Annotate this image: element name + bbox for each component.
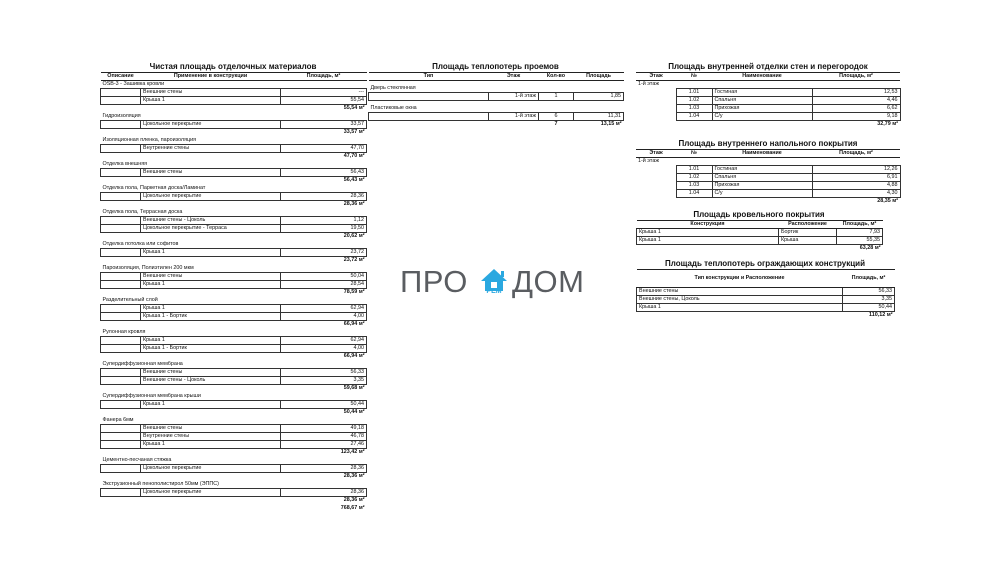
- roof-table: [636, 220, 883, 253]
- table-row: [636, 89, 900, 97]
- logo-left-word: ПРО: [400, 264, 468, 299]
- room-area: 4,46: [812, 97, 900, 105]
- room-name: Прихожая: [712, 105, 812, 113]
- opening-floor: 1-й этаж: [489, 113, 539, 121]
- table-row: [369, 93, 624, 101]
- material-total: 123,42 м²: [340, 449, 365, 456]
- opening-count: 1: [539, 93, 574, 101]
- openings-header-row: [369, 73, 624, 81]
- material-application: Внешние стены: [141, 89, 281, 97]
- list-item: [101, 393, 367, 401]
- material-area: 49,18: [281, 425, 367, 433]
- list-item: [101, 417, 367, 425]
- list-item: [101, 161, 367, 169]
- walls-header-row: [636, 73, 900, 81]
- floorcover-panel: [636, 139, 900, 206]
- room-name: Спальня: [712, 174, 812, 182]
- openings-header-floor: Этаж: [489, 73, 539, 81]
- material-area: 47,70: [281, 145, 367, 153]
- room-area: 6,91: [812, 174, 900, 182]
- materials-panel: [100, 62, 366, 513]
- roof-construction: Крыша 1: [637, 229, 779, 237]
- material-group-name: Фанера 6мм: [102, 416, 134, 423]
- material-total: 20,62 м²: [343, 233, 365, 240]
- walls-header-number: №: [676, 73, 712, 81]
- walls-total-row: [636, 121, 900, 129]
- table-row: [101, 281, 367, 289]
- material-group-name: Отделка пола, Паркетная доска/Ламинат: [102, 184, 206, 191]
- materials-body: [101, 81, 367, 513]
- material-total-row: [101, 105, 367, 113]
- material-application: Цокольное перекрытие: [141, 193, 281, 201]
- list-item: [101, 209, 367, 217]
- materials-table: [100, 72, 367, 513]
- floor-row: [636, 81, 900, 89]
- material-total: 66,94 м²: [343, 353, 365, 360]
- room-area: 4,88: [812, 182, 900, 190]
- floorcover-header-floor: Этаж: [636, 150, 676, 158]
- table-row: [637, 288, 895, 296]
- enclosing-type: Внешние стены: [637, 288, 843, 296]
- room-area: 9,18: [812, 113, 900, 121]
- enclosing-header-row: [637, 270, 895, 288]
- material-area: 27,46: [281, 441, 367, 449]
- roof-header-row: [637, 221, 883, 229]
- material-application: Цокольное перекрытие: [141, 121, 281, 129]
- room-name: Спальня: [712, 97, 812, 105]
- room-name: Гостиная: [712, 89, 812, 97]
- opening-area: 11,31: [574, 113, 624, 121]
- material-area: ---: [281, 89, 367, 97]
- material-application: Крыша 1: [141, 337, 281, 345]
- roof-location: Бортик: [779, 229, 837, 237]
- material-total: 50,44 м²: [343, 409, 365, 416]
- walls-title: Площадь внутренней отделки стен и перегородок: [668, 62, 868, 71]
- list-item: [101, 329, 367, 337]
- openings-table: [368, 72, 624, 129]
- material-area: 28,36: [281, 193, 367, 201]
- table-row: [101, 217, 367, 225]
- walls-header-name: Наименование: [712, 73, 812, 81]
- material-total: 59,68 м²: [343, 385, 365, 392]
- roof-header-location: Расположение: [779, 221, 837, 229]
- logo-sub: РЕМ: [486, 288, 502, 295]
- material-application: Крыша 1 - Бортик: [141, 345, 281, 353]
- materials-header-application: Применение в конструкции: [141, 73, 281, 81]
- table-row: [101, 369, 367, 377]
- table-row: [101, 433, 367, 441]
- list-item: [101, 481, 367, 489]
- material-application: Внешние стены - Цоколь: [141, 377, 281, 385]
- material-group-name: Супердиффузионная мембрана: [102, 360, 183, 367]
- table-row: [101, 305, 367, 313]
- list-item: [369, 85, 624, 93]
- room-area: 12,26: [812, 166, 900, 174]
- material-application: Крыша 1: [141, 249, 281, 257]
- material-area: 28,36: [281, 465, 367, 473]
- roof-title: Площадь кровельного покрытия: [693, 210, 825, 219]
- list-item: [101, 457, 367, 465]
- table-row: [636, 113, 900, 121]
- table-row: [101, 249, 367, 257]
- table-row: [101, 337, 367, 345]
- material-application: Внутренние стены: [141, 433, 281, 441]
- materials-grand-total: 768,67 м²: [340, 505, 365, 511]
- table-row: [636, 174, 900, 182]
- material-area: 23,72: [281, 249, 367, 257]
- material-total: 66,94 м²: [343, 321, 365, 328]
- room-number: 1.04: [676, 190, 712, 198]
- material-application: Крыша 1: [141, 305, 281, 313]
- openings-total-area: 13,15 м²: [600, 121, 622, 128]
- material-group-name: Отделка потолка или софитов: [102, 240, 179, 247]
- material-total-row: [101, 385, 367, 393]
- list-item: [101, 137, 367, 145]
- roof-construction: Крыша 1: [637, 237, 779, 245]
- openings-panel: [368, 62, 623, 129]
- material-area: 1,12: [281, 217, 367, 225]
- opening-floor: 1-й этаж: [489, 93, 539, 101]
- material-application: Крыша 1: [141, 401, 281, 409]
- materials-header-row: [101, 73, 367, 81]
- floorcover-title: Площадь внутреннего напольного покрытия: [678, 139, 858, 148]
- material-total-row: [101, 129, 367, 137]
- floor-label: 1-й этаж: [638, 158, 659, 164]
- material-application: Внешние стены - Цоколь: [141, 217, 281, 225]
- material-total-row: [101, 409, 367, 417]
- floorcover-header-number: №: [676, 150, 712, 158]
- material-group-name: Отделка внешняя: [102, 160, 148, 167]
- table-row: [101, 169, 367, 177]
- material-area: 4,00: [281, 345, 367, 353]
- room-number: 1.03: [676, 182, 712, 190]
- enclosing-body: [637, 288, 895, 320]
- material-area: 62,94: [281, 337, 367, 345]
- roof-total: 63,28 м²: [859, 245, 881, 252]
- room-number: 1.02: [676, 174, 712, 182]
- openings-header-area: Площадь: [574, 73, 624, 81]
- material-total-row: [101, 321, 367, 329]
- roof-header-construction: Конструкция: [637, 221, 779, 229]
- table-row: [369, 113, 624, 121]
- material-application: Крыша 1: [141, 441, 281, 449]
- opening-group-name: Дверь стеклянная: [370, 84, 416, 91]
- room-name: Прихожая: [712, 182, 812, 190]
- table-row: [101, 121, 367, 129]
- list-item: [101, 185, 367, 193]
- enclosing-header-type: Тип конструкции и Расположение: [637, 270, 843, 288]
- list-item: [101, 361, 367, 369]
- material-group-name: Изоляционная пленка, пароизоляция: [102, 136, 197, 143]
- table-row: [636, 105, 900, 113]
- material-total-row: [101, 289, 367, 297]
- room-number: 1.01: [676, 89, 712, 97]
- material-application: Цокольное перекрытие: [141, 465, 281, 473]
- list-item: [101, 81, 367, 89]
- room-number: 1.03: [676, 105, 712, 113]
- material-application: Внешние стены: [141, 169, 281, 177]
- material-area: 3,35: [281, 377, 367, 385]
- material-group-name: Цементно-песчаная стяжка: [102, 456, 172, 463]
- table-row: [636, 190, 900, 198]
- material-area: 46,78: [281, 433, 367, 441]
- material-group-name: Экструзионный пенополистирол 50мм (ЭППС): [102, 480, 219, 487]
- openings-title: Площадь теплопотерь проемов: [432, 62, 559, 71]
- material-application: Цокольное перекрытие - Терраса: [141, 225, 281, 233]
- material-total-row: [101, 201, 367, 209]
- material-area: 56,43: [281, 169, 367, 177]
- material-total-row: [101, 233, 367, 241]
- openings-header-type: Тип: [369, 73, 489, 81]
- roof-location: Крыша: [779, 237, 837, 245]
- materials-header-area: Площадь, м²: [281, 73, 367, 81]
- table-row: [636, 97, 900, 105]
- material-total: 47,70 м²: [343, 153, 365, 160]
- material-application: Цокольное перекрытие: [141, 489, 281, 497]
- floorcover-header-row: [636, 150, 900, 158]
- logo-right-word: ДОМ: [512, 264, 585, 299]
- enclosing-area: 3,35: [843, 296, 895, 304]
- walls-body: [636, 81, 900, 129]
- floorcover-header-area: Площадь, м²: [812, 150, 900, 158]
- room-area: 12,53: [812, 89, 900, 97]
- material-application: Внешние стены: [141, 369, 281, 377]
- material-total: 28,36 м²: [343, 473, 365, 480]
- openings-total-count: 7: [554, 121, 558, 128]
- table-row: [636, 166, 900, 174]
- floorcover-total-row: [636, 198, 900, 206]
- table-row: [101, 97, 367, 105]
- material-group-name: Супердиффузионная мембрана крыши: [102, 392, 201, 399]
- material-total: 56,43 м²: [343, 177, 365, 184]
- table-row: [637, 296, 895, 304]
- list-item: [369, 105, 624, 113]
- material-group-name: Пароизоляция, Полиэтилен 200 мкм: [102, 264, 194, 271]
- enclosing-type: Крыша 1: [637, 304, 843, 312]
- materials-header-description: Описание: [101, 73, 141, 81]
- walls-header-floor: Этаж: [636, 73, 676, 81]
- materials-grand-total-row: [101, 505, 367, 513]
- list-item: [101, 265, 367, 273]
- enclosing-total: 110,12 м²: [869, 312, 893, 319]
- enclosing-header-area: Площадь, м²: [843, 270, 895, 288]
- material-total: 78,59 м²: [343, 289, 365, 296]
- material-group-name: Гидроизоляция: [102, 112, 141, 119]
- table-row: [101, 89, 367, 97]
- table-row: [101, 225, 367, 233]
- material-total: 28,36 м²: [343, 201, 365, 208]
- table-row: [101, 377, 367, 385]
- material-total-row: [101, 353, 367, 361]
- material-area: 55,54: [281, 97, 367, 105]
- table-row: [101, 441, 367, 449]
- roof-panel: [636, 210, 882, 253]
- enclosing-panel: [636, 259, 894, 320]
- material-area: 50,04: [281, 273, 367, 281]
- material-application: Внешние стены: [141, 425, 281, 433]
- list-item: [101, 113, 367, 121]
- table-row: [636, 182, 900, 190]
- opening-group-name: Пластиковые окна: [370, 104, 417, 111]
- table-row: [101, 313, 367, 321]
- room-number: 1.04: [676, 113, 712, 121]
- table-row: [637, 304, 895, 312]
- list-item: [101, 241, 367, 249]
- room-name: С/у: [712, 190, 812, 198]
- material-group-name: Рулонная кровля: [102, 328, 146, 335]
- room-area: 4,30: [812, 190, 900, 198]
- material-area: 28,54: [281, 281, 367, 289]
- enclosing-title: Площадь теплопотерь ограждающих конструкций: [664, 259, 865, 268]
- table-row: [101, 401, 367, 409]
- logo: [400, 265, 596, 299]
- roof-area: 55,35: [837, 237, 883, 245]
- walls-header-area: Площадь, м²: [812, 73, 900, 81]
- material-total: 23,72 м²: [343, 257, 365, 264]
- floorcover-body: [636, 158, 900, 206]
- room-number: 1.02: [676, 97, 712, 105]
- material-application: Внешние стены: [141, 273, 281, 281]
- room-number: 1.01: [676, 166, 712, 174]
- material-total-row: [101, 497, 367, 505]
- openings-header-count: Кол-во: [539, 73, 574, 81]
- table-row: [101, 145, 367, 153]
- table-row: [637, 237, 883, 245]
- floorcover-header-name: Наименование: [712, 150, 812, 158]
- material-application: Внутренние стены: [141, 145, 281, 153]
- room-name: Гостиная: [712, 166, 812, 174]
- material-total: 55,54 м²: [343, 105, 365, 112]
- room-name: С/у: [712, 113, 812, 121]
- table-row: [101, 273, 367, 281]
- table-row: [637, 229, 883, 237]
- walls-panel: [636, 62, 900, 129]
- table-row: [101, 425, 367, 433]
- opening-count: 6: [539, 113, 574, 121]
- enclosing-area: 50,44: [843, 304, 895, 312]
- material-area: 33,57: [281, 121, 367, 129]
- roof-total-row: [637, 245, 883, 253]
- floor-row: [636, 158, 900, 166]
- material-area: 50,44: [281, 401, 367, 409]
- list-item: [101, 297, 367, 305]
- material-area: 56,33: [281, 369, 367, 377]
- roof-body: [637, 229, 883, 253]
- material-total: 28,36 м²: [343, 497, 365, 504]
- material-total-row: [101, 449, 367, 457]
- floorcover-table: [636, 149, 901, 206]
- material-total-row: [101, 153, 367, 161]
- table-row: [101, 345, 367, 353]
- roof-area: 7,93: [837, 229, 883, 237]
- table-row: [101, 465, 367, 473]
- enclosing-area: 56,33: [843, 288, 895, 296]
- material-total-row: [101, 473, 367, 481]
- floor-label: 1-й этаж: [638, 81, 659, 87]
- room-area: 6,62: [812, 105, 900, 113]
- material-area: 19,50: [281, 225, 367, 233]
- material-group-name: OSB-3 - Зашивка кровли: [102, 81, 165, 87]
- enclosing-total-row: [637, 312, 895, 320]
- material-area: 28,36: [281, 489, 367, 497]
- roof-header-area: Площадь, м²: [837, 221, 883, 229]
- enclosing-table: [636, 269, 895, 320]
- walls-total: 32,79 м²: [877, 121, 898, 128]
- material-group-name: Отделка пола, Террасная доска: [102, 208, 183, 215]
- materials-title: Чистая площадь отделочных материалов: [149, 62, 317, 71]
- material-total: 33,57 м²: [343, 129, 365, 136]
- material-group-name: Разделительный слой: [102, 296, 158, 303]
- material-area: 4,00: [281, 313, 367, 321]
- enclosing-type: Внешние стены, Цоколь: [637, 296, 843, 304]
- material-area: 62,94: [281, 305, 367, 313]
- table-row: [101, 489, 367, 497]
- opening-area: 1,85: [574, 93, 624, 101]
- material-total-row: [101, 177, 367, 185]
- walls-table: [636, 72, 901, 129]
- material-application: Крыша 1: [141, 97, 281, 105]
- material-application: Крыша 1 - Бортик: [141, 313, 281, 321]
- floorcover-total: 28,35 м²: [877, 198, 898, 205]
- table-row: [101, 193, 367, 201]
- openings-total-row: [369, 121, 624, 129]
- material-total-row: [101, 257, 367, 265]
- material-application: Крыша 1: [141, 281, 281, 289]
